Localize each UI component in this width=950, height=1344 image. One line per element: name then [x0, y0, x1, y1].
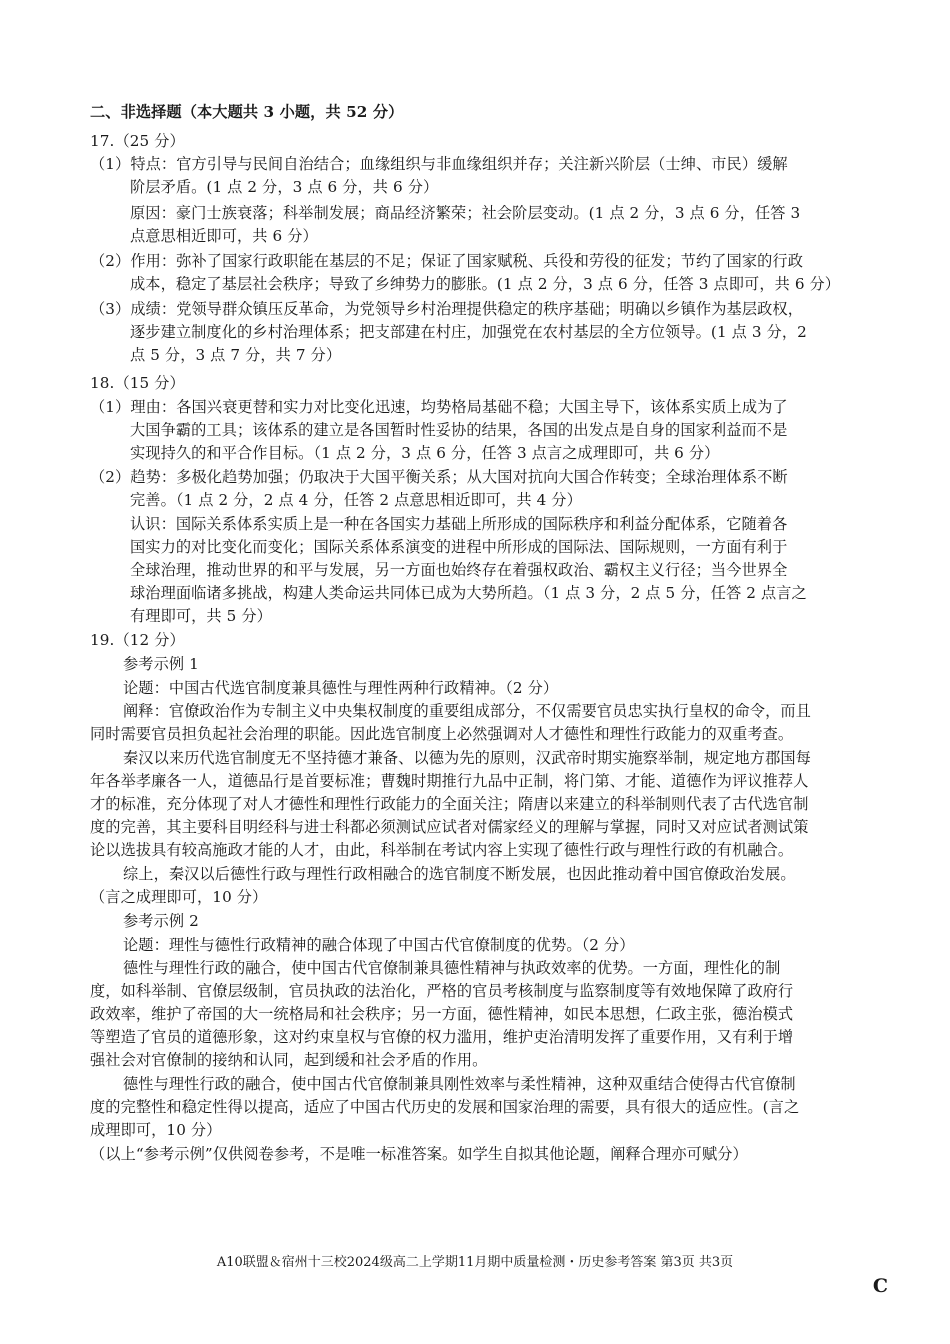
example1-title: 参考示例 1	[123, 655, 199, 673]
example1-body-line4: 度的完善，其主要科目明经科与进士科都必须测试应试者对儒家经义的理解与掌握，同时又对应试者测试策	[90, 818, 809, 836]
example2-body-line2: 度，如科举制、官僚层级制，官员执政的法治化，严格的官员考核制度与监察制度等有效地保障了政府行	[90, 982, 794, 1000]
example1-body-line3: 才的标准，充分体现了对人才德性和理性行政能力的全面关注；隋唐以来建立的科举制则代表了古代选官制	[90, 795, 809, 813]
q18-2-view-line1: 认识：国际关系体系实质上是一种在各国实力基础上所形成的国际秩序和利益分配体系，它随着各	[130, 515, 788, 533]
example2-body-line1: 德性与理性行政的融合，使中国古代官僚制兼具德性精神与执政效率的优势。一方面，理性化的制	[123, 959, 781, 977]
q18-2-line2: 完善。（1 点 2 分，2 点 4 分，任答 2 点意思相近即可，共 4 分）	[130, 491, 582, 509]
example2-conclusion-line2: 度的完整性和稳定性得以提高，适应了中国古代历史的发展和国家治理的需要，具有很大的适应性。(言之	[90, 1098, 800, 1116]
example1-body-line2: 年各举孝廉各一人，道德品行是首要标准；曹魏时期推行九品中正制，将门第、才能、道德作为评议推荐人	[90, 772, 809, 790]
q18-2-view-line5: 有理即可，共 5 分）	[130, 607, 272, 625]
example2-title: 参考示例 2	[123, 912, 199, 930]
corner-mark: C	[872, 1275, 888, 1297]
example2-thesis: 论题：理性与德性行政精神的融合体现了中国古代官僚制度的优势。（2 分）	[123, 936, 635, 954]
q17-3-line2: 逐步建立制度化的乡村治理体系；把支部建在村庄，加强党在农村基层的全方位领导。(1 点 3 分，2	[130, 323, 807, 341]
example1-summary-line2: （言之成理即可，10 分）	[90, 888, 268, 906]
q18-1-line2: 大国争霸的工具；该体系的建立是各国暂时性妥协的结果，各国的出发点是自身的国家利益而不是	[130, 421, 788, 439]
q17-1-line2: 阶层矛盾。(1 点 2 分，3 点 6 分，共 6 分）	[130, 178, 439, 196]
q19-header: 19.（12 分）	[90, 631, 185, 649]
q17-2-line1: （2）作用：弥补了国家行政职能在基层的不足；保证了国家赋税、兵役和劳役的征发；节约了国家的行政	[90, 252, 803, 270]
q17-header: 17.（25 分）	[90, 132, 185, 150]
q18-2-view-line3: 全球治理，推动世界的和平与发展，另一方面也始终存在着强权政治、霸权主义行径；当今世界全	[130, 561, 788, 579]
example2-body-line4: 等塑造了官员的道德形象，这对约束皇权与官僚的权力滥用，维护吏治清明发挥了重要作用，又有利于增	[90, 1028, 794, 1046]
q18-2-view-line2: 国实力的对比变化而变化；国际关系体系演变的进程中所形成的国际法、国际规则，一方面有利于	[130, 538, 788, 556]
example1-summary-line1: 综上，秦汉以后德性行政与理性行政相融合的选官制度不断发展，也因此推动着中国官僚政治发展。	[123, 865, 796, 883]
q18-1-line1: （1）理由：各国兴衰更替和实力对比变化迅速，均势格局基础不稳；大国主导下，该体系实质上成为了	[90, 398, 788, 416]
example1-body-line1: 秦汉以来历代选官制度无不坚持德才兼备、以德为先的原则，汉武帝时期实施察举制，规定地方郡国每	[123, 749, 811, 767]
q18-2-view-line4: 球治理面临诸多挑战，构建人类命运共同体已成为大势所趋。（1 点 3 分，2 点 5 分，任答 2 点言之	[130, 584, 807, 602]
example2-body-line3: 政效率，维护了帝国的大一统格局和社会秩序；另一方面，德性精神，如民本思想，仁政主张，德治模式	[90, 1005, 794, 1023]
example2-conclusion-line1: 德性与理性行政的融合，使中国古代官僚制兼具刚性效率与柔性精神，这种双重结合使得古代官僚制	[123, 1075, 796, 1093]
q17-2-line2: 成本，稳定了基层社会秩序；导致了乡绅势力的膨胀。(1 点 2 分，3 点 6 分，任答 3 点即可，共 6 分）	[130, 275, 841, 293]
example1-body-line5: 论以选拔具有较高施政才能的人才，由此，科举制在考试内容上实现了德性行政与理性行政的有机融合。	[90, 841, 794, 859]
example1-explain-line2: 同时需要官员担负起社会治理的职能。因此选官制度上必然强调对人才德性和理性行政能力的双重考查。	[90, 725, 794, 743]
section-title: 二、非选择题（本大题共 3 小题，共 52 分）	[90, 103, 404, 121]
q17-1-line1: （1）特点：官方引导与民间自治结合；血缘组织与非血缘组织并存；关注新兴阶层（士绅、市民）缓解	[90, 155, 788, 173]
example1-thesis: 论题：中国古代选官制度兼具德性与理性两种行政精神。（2 分）	[123, 679, 559, 697]
example2-body-line5: 强社会对官僚制的接纳和认同，起到缓和社会矛盾的作用。	[90, 1051, 488, 1069]
q17-3-line3: 点 5 分，3 点 7 分，共 7 分）	[130, 346, 342, 364]
q18-2-line1: （2）趋势：多极化趋势加强；仍取决于大国平衡关系；从大国对抗向大国合作转变；全球治理体系不断	[90, 468, 788, 486]
q17-1-reason-line1: 原因：豪门士族衰落；科举制发展；商品经济繁荣；社会阶层变动。(1 点 2 分，3 点 6 分，任答 3	[130, 204, 801, 222]
example1-explain-line1: 阐释：官僚政治作为专制主义中央集权制度的重要组成部分，不仅需要官员忠实执行皇权的命令，而且	[123, 702, 811, 720]
q18-header: 18.（15 分）	[90, 374, 185, 392]
q18-1-line3: 实现持久的和平合作目标。（1 点 2 分，3 点 6 分，任答 3 点言之成理即可，共 6 分）	[130, 444, 720, 462]
q17-3-line1: （3）成绩：党领导群众镇压反革命，为党领导乡村治理提供稳定的秩序基础；明确以乡镇作为基层政权，	[90, 300, 803, 318]
example2-conclusion-line3: 成理即可，10 分）	[90, 1121, 222, 1139]
grading-note: （以上“参考示例”仅供阅卷参考，不是唯一标准答案。如学生自拟其他论题，阐释合理亦可赋分）	[90, 1145, 748, 1163]
q17-1-reason-line2: 点意思相近即可，共 6 分）	[130, 227, 318, 245]
page-footer: A10联盟＆宿州十三校2024级高二上学期11月期中质量检测・历史参考答案 第3页 共3页	[216, 1255, 734, 1270]
